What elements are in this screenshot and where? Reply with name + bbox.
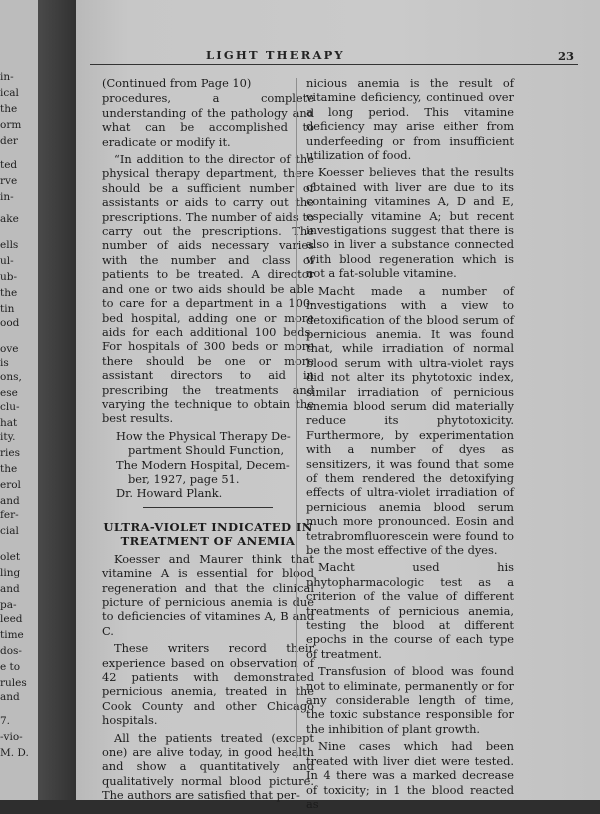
- facing-page-fragment: ood: [0, 317, 20, 329]
- facing-page-fragment: ells: [0, 239, 19, 251]
- binding-gutter: [38, 0, 80, 800]
- citation-line: The Modern Hospital, Decem-: [116, 457, 290, 472]
- facing-page-fragment: and: [0, 495, 20, 507]
- facing-page-fragment: leed: [0, 613, 23, 625]
- facing-page-fragment: fer-: [0, 509, 19, 521]
- facing-page-fragment: orm: [0, 119, 22, 131]
- facing-page-fragment: hat: [0, 417, 18, 429]
- facing-page-fragment: is: [0, 357, 9, 369]
- page-number: 23: [557, 49, 574, 63]
- facing-page-fragment: cial: [0, 525, 19, 537]
- facing-page-fragment: ub-: [0, 271, 18, 283]
- facing-page-fragment: rve: [0, 175, 18, 187]
- magazine-page: [76, 0, 600, 811]
- left-column: [102, 76, 314, 806]
- paragraph: Nine cases which had been treated with liver diet were tested. In 4 there was a marked decrease of toxicity; in 1 the blood reacted as: [306, 739, 514, 811]
- facing-page-fragment: 7.: [0, 715, 11, 727]
- paragraph: procedures, a complete understanding of the pathology and what can be accomplished to eradicate or modify it.: [102, 91, 314, 149]
- facing-page-fragment: der: [0, 135, 18, 147]
- paragraph: nicious anemia is the result of vitamine deficiency, continued over a long period. This vitamine deficiency may arise either from underfeeding or from insufficient utilization of food.: [306, 76, 514, 163]
- right-column: [306, 76, 514, 814]
- facing-page-fragment: -vio-: [0, 731, 23, 743]
- facing-page-fragment: and: [0, 583, 20, 595]
- facing-page-fragment: M. D.: [0, 747, 29, 759]
- facing-page-fragment: and: [0, 691, 20, 703]
- facing-page-fragment: dos-: [0, 645, 22, 657]
- facing-page-fragment: the: [0, 463, 18, 475]
- facing-page-fragment: pa-: [0, 599, 17, 611]
- facing-page-fragment: erol: [0, 479, 21, 491]
- running-head: LIGHT THERAPY: [206, 48, 345, 62]
- paragraph: Transfusion of blood was found not to eliminate, permanently or for any considerable length of time, the toxic substance responsible for the inhibition of plant growth.: [306, 664, 514, 736]
- facing-page-fragment: ted: [0, 159, 18, 171]
- citation-line: How the Physical Therapy De-: [116, 428, 291, 443]
- facing-page-fragment: ling: [0, 567, 21, 579]
- facing-page-fragment: ries: [0, 447, 20, 459]
- paragraph: Koesser and Maurer think that vitamine A is essential for blood regeneration and that the clinical picture of pernicious anemia is due to deficiencies of vitamines A, B and C.: [102, 551, 314, 638]
- facing-page-fragment: in-: [0, 191, 14, 203]
- citation-line: ber, 1927, page 51.: [128, 471, 240, 486]
- facing-page-fragment: in-: [0, 71, 14, 83]
- section-divider: [143, 507, 273, 508]
- paragraph: Macht made a number of investigations with a view to detoxification of the blood serum of pernicious anemia. It was found that, while irradiation of normal blood serum with ultra-violet rays did not alter its phytotoxic index, similar irradiation of pernicious anemia blood serum did materially reduce its phytotoxicity. Furthermore, by experimentation with a number of dyes as sensitizers, it was found that some of them rendered the detoxifying effects of ultra-violet irradiation of pernicious anemia blood serum much more pronounced. Eosin and tetrabromfluorescein were found to be the most effective of the dyes.: [306, 283, 514, 557]
- continued-note: (Continued from Page 10): [102, 76, 252, 90]
- facing-page-fragment: rules: [0, 677, 27, 689]
- facing-page-fragment: ical: [0, 87, 19, 99]
- facing-page-fragment: ese: [0, 387, 18, 399]
- citation-author: Dr. Howard Plank.: [116, 486, 223, 501]
- column-divider: [296, 78, 297, 758]
- facing-page-fragment: time: [0, 629, 24, 641]
- article-heading: ULTRA-VIOLET INDICATED IN TREATMENT OF ANEMIA: [103, 519, 313, 548]
- facing-page-fragment: e to: [0, 661, 21, 673]
- facing-page-fragment: the: [0, 103, 18, 115]
- facing-page-fragment: ake: [0, 213, 19, 225]
- facing-page-fragment: ul-: [0, 255, 14, 267]
- facing-page-fragment: olet: [0, 551, 21, 563]
- facing-page-fragment: ons,: [0, 371, 22, 383]
- paragraph: Macht used his phytopharmacologic test as a criterion of the value of different treatments of pernicious anemia, testing the blood at different epochs in the course of each type of treatment.: [306, 560, 514, 661]
- facing-page-fragment: ove: [0, 343, 19, 355]
- facing-page-fragment: clu-: [0, 401, 20, 413]
- facing-page-fragment: tin: [0, 303, 15, 315]
- paragraph: “In addition to the director of the physical therapy department, there should be a sufficient number of assistants or aids to carry out the prescriptions. The number of aids to carry out the prescriptions. The number of aids necessary varies with the number and class of patients to be treated. A director and one or two aids should be able to care for a department in a 100-bed hospital, adding one or more aids for each additional 100 beds. For hospitals of 300 beds or more there should be one or more assistant directors to aid in prescribing the treatments and varying the technique to obtain the best results.: [102, 152, 314, 426]
- paragraph: All the patients treated (except one) are alive today, in good health and show a quantitatively and qualitatively normal blood picture. The authors are satisfied that per-: [102, 730, 314, 803]
- header-rule: [90, 64, 578, 65]
- paragraph: Koesser believes that the results obtained with liver are due to its containing vitamines A, D and E, especially vitamine A; but recent investigations suggest that there is also in liver a substance connected with blood regeneration which is not a fat-soluble vitamine.: [306, 165, 514, 281]
- facing-page-fragment: the: [0, 287, 18, 299]
- facing-page-edge: [0, 0, 40, 800]
- citation-line: partment Should Function,: [128, 443, 285, 458]
- facing-page-fragment: ity.: [0, 431, 16, 443]
- paragraph: These writers record their experience based on observation of 42 patients with demonstrated pernicious anemia, treated in the Cook County and other Chicago hospitals.: [102, 641, 314, 728]
